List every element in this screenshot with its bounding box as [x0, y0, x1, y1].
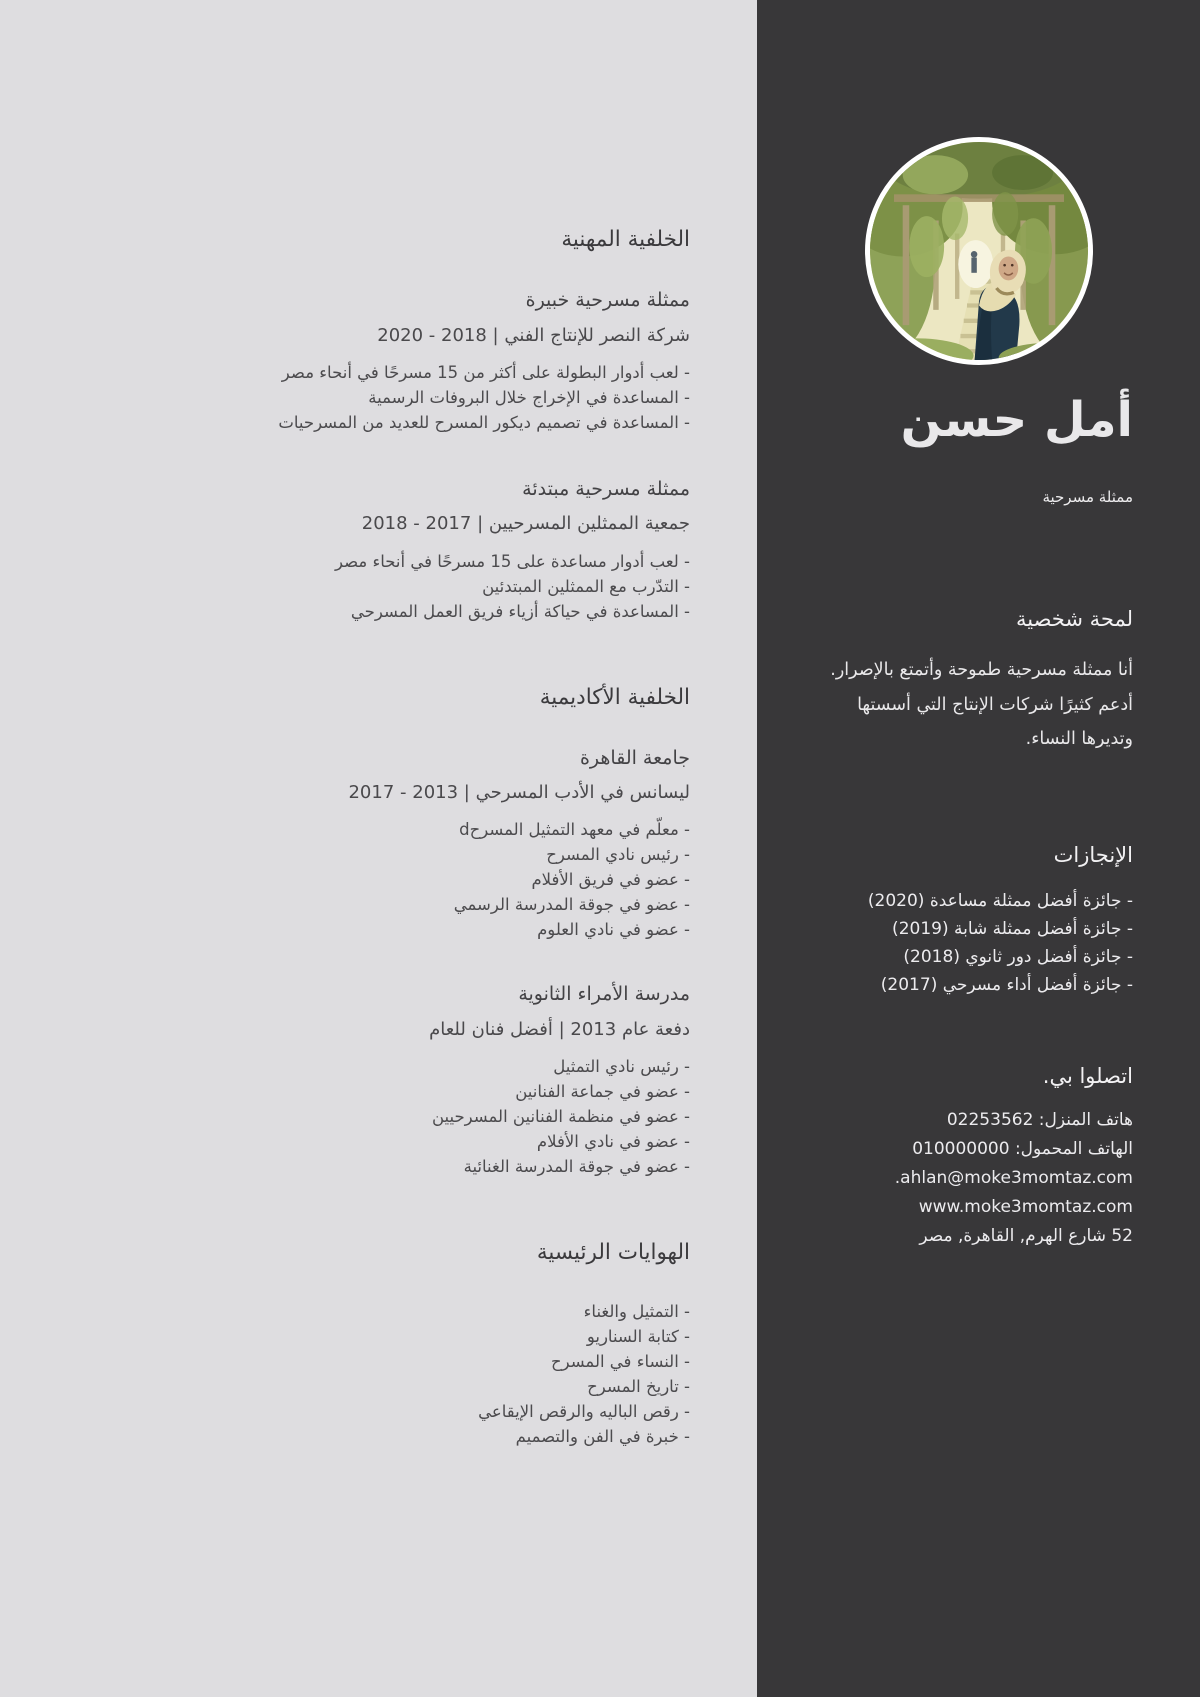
- bullet-item: - عضو في جوقة المدرسة الغنائية: [463, 1157, 690, 1177]
- street-address: 52 شارع الهرم, القاهرة, مصر: [919, 1226, 1133, 1247]
- bullet-item: - خبرة في الفن والتصميم: [515, 1427, 690, 1447]
- profile-photo: [865, 137, 1093, 365]
- job-entry: [60, 288, 690, 435]
- job-meta: جمعية الممثلين المسرحيين | 2017 - 2018: [361, 513, 690, 535]
- school-bullet-list: [60, 1054, 690, 1179]
- job-entry: [60, 477, 690, 624]
- section-heading-hobbies: الهوايات الرئيسية: [536, 1240, 690, 1266]
- bullet-item: - رقص الباليه والرقص الإيقاعي: [478, 1402, 690, 1422]
- person-name: أمل حسن: [900, 392, 1133, 448]
- bullet-item: - التدّرب مع الممثلين المبتدئين: [482, 576, 690, 596]
- bullet-item: - عضو في جماعة الفنانين: [515, 1082, 690, 1102]
- achievement-item: - جائزة أفضل دور ثانوي (2018): [903, 947, 1133, 968]
- bullet-item: - لعب أدوار البطولة على أكثر من 15 مسرحًا في أنحاء مصر: [281, 362, 690, 382]
- bullet-item: - تاريخ المسرح: [587, 1377, 690, 1397]
- bullet-item: - كتابة السناريو: [586, 1327, 690, 1347]
- achievements-section: [757, 842, 1200, 999]
- section-heading-academic: الخلفية الأكاديمية: [539, 684, 690, 710]
- bullet-item: - لعب أدوار مساعدة على 15 مسرحًا في أنحاء مصر: [335, 551, 690, 571]
- job-title: ممثلة مسرحية مبتدئة: [522, 477, 690, 500]
- section-heading-achievements: الإنجازات: [1053, 842, 1133, 867]
- bullet-item: - عضو في نادي الأفلام: [536, 1132, 690, 1152]
- mobile-phone: الهاتف المحمول: 010000000: [912, 1139, 1133, 1160]
- hobby-list: [60, 1299, 690, 1449]
- bullet-item: - المساعدة في حياكة أزياء فريق العمل المسرحي: [350, 601, 690, 621]
- bullet-item: - معلّم في معهد التمثيل المسرحd: [459, 820, 690, 840]
- profile-sidebar: [757, 0, 1200, 1697]
- achievement-item: - جائزة أفضل أداء مسرحي (2017): [880, 975, 1133, 996]
- profile-photo-illustration: [870, 142, 1088, 360]
- school-meta: ليسانس في الأدب المسرحي | 2013 - 2017: [348, 782, 690, 804]
- achievement-item: - جائزة أفضل ممثلة شابة (2019): [892, 919, 1133, 940]
- about-text: أنا ممثلة مسرحية طموحة وأتمتع بالإصرار. أدعم كثيرًا شركات الإنتاج التي أسستها وتديرها النساء.: [830, 660, 1133, 749]
- school-entry: [60, 982, 690, 1179]
- bullet-item: - رئيس نادي التمثيل: [553, 1057, 690, 1077]
- school-title: مدرسة الأمراء الثانوية: [518, 983, 690, 1006]
- home-phone: هاتف المنزل: 02253562: [946, 1110, 1133, 1131]
- bullet-item: - عضو في فريق الأفلام: [531, 870, 690, 890]
- section-heading-professional: الخلفية المهنية: [561, 227, 690, 252]
- website-url: www.moke3momtaz.com: [918, 1197, 1133, 1218]
- contact-section: [757, 1063, 1200, 1251]
- bullet-item: - المساعدة في الإخراج خلال البروفات الرسمية: [368, 387, 690, 407]
- about-section: [757, 606, 1200, 756]
- bullet-item: - عضو في منظمة الفنانين المسرحيين: [431, 1107, 690, 1127]
- job-bullet-list: [60, 360, 690, 435]
- achievement-item: - جائزة أفضل ممثلة مساعدة (2020): [867, 891, 1133, 912]
- school-meta: دفعة عام 2013 | أفضل فنان للعام: [429, 1019, 690, 1040]
- job-bullet-list: [60, 549, 690, 624]
- bullet-item: - عضو في جوقة المدرسة الرسمي: [453, 895, 690, 915]
- email-address: ahlan@moke3momtaz.com.: [894, 1168, 1133, 1189]
- school-title: جامعة القاهرة: [579, 746, 690, 769]
- bullet-item: - المساعدة في تصميم ديكور المسرح للعديد من المسرحيات: [278, 412, 690, 432]
- school-bullet-list: [60, 817, 690, 942]
- person-title: ممثلة مسرحية: [1042, 488, 1133, 507]
- school-entry: [60, 746, 690, 943]
- job-meta: شركة النصر للإنتاج الفني | 2018 - 2020: [377, 324, 690, 346]
- bullet-item: - التمثيل والغناء: [583, 1302, 690, 1322]
- bullet-item: - عضو في نادي العلوم: [537, 920, 690, 940]
- bullet-item: - رئيس نادي المسرح: [546, 845, 690, 865]
- contact-lines: [805, 1106, 1133, 1251]
- section-heading-contact: اتصلوا بي.: [1042, 1064, 1133, 1089]
- job-title: ممثلة مسرحية خبيرة: [525, 288, 690, 311]
- section-heading-about: لمحة شخصية: [1016, 607, 1133, 632]
- achievements-list: [805, 887, 1133, 999]
- bullet-item: - النساء في المسرح: [550, 1352, 690, 1372]
